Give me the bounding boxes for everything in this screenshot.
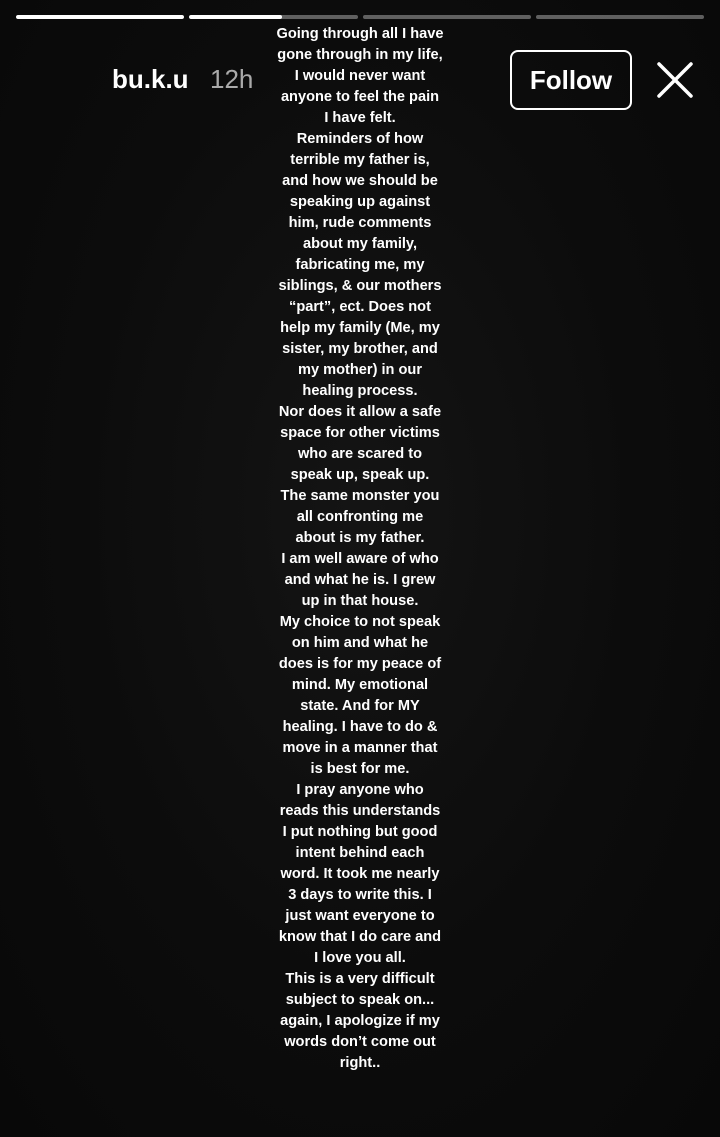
story-text-line: I am well aware of who — [281, 551, 439, 567]
timestamp: 12h — [210, 64, 254, 94]
story-text-line: does is for my peace of — [278, 656, 442, 672]
story-text-line: siblings, & our mothers — [278, 278, 442, 294]
progress-fill — [189, 15, 282, 19]
story-text-line: terrible my father is, — [290, 152, 430, 168]
story-progress-bar — [16, 15, 704, 19]
story-text-line: Reminders of how — [296, 131, 424, 147]
story-text-line: I love you all. — [314, 950, 406, 966]
story-text-line: reads this understands — [279, 803, 441, 819]
story-text-line: words don’t come out — [284, 1034, 436, 1050]
story-text-line: gone through in my life, — [277, 47, 443, 63]
story-text-line: My choice to not speak — [279, 614, 441, 630]
progress-fill — [16, 15, 184, 19]
username[interactable]: bu.k.u — [112, 64, 189, 94]
story-text-line: subject to speak on... — [285, 992, 435, 1008]
story-text-line: on him and what he — [291, 635, 429, 651]
story-text-line: healing. I have to do & — [282, 719, 438, 735]
story-text-line: is best for me. — [310, 761, 410, 777]
story-text-line: and what he is. I grew — [284, 572, 436, 588]
story-text-block — [255, 24, 465, 1074]
progress-segment-4 — [536, 15, 704, 19]
story-text-line: Going through all I have — [276, 26, 444, 42]
follow-button[interactable]: Follow — [510, 50, 632, 110]
story-text-line: I would never want — [294, 68, 426, 84]
story-text-line: about my family, — [302, 236, 418, 252]
story-text-line: space for other victims — [280, 425, 440, 441]
story-text-line: my mother) in our — [297, 362, 423, 378]
story-text-line: again, I apologize if my — [280, 1013, 440, 1029]
story-text-line: move in a manner that — [282, 740, 438, 756]
story-text-line: speak up, speak up. — [290, 467, 430, 483]
story-text-line: up in that house. — [301, 593, 419, 609]
story-text-line: who are scared to — [297, 446, 423, 462]
story-text-line: just want everyone to — [285, 908, 435, 924]
story-text-line: Nor does it allow a safe — [278, 404, 442, 420]
story-text-line: I put nothing but good — [282, 824, 438, 840]
story-text-line: This is a very difficult — [285, 971, 435, 987]
story-text-line: anyone to feel the pain — [280, 89, 440, 105]
progress-segment-2 — [189, 15, 357, 19]
story-text-line: The same monster you — [280, 488, 440, 504]
story-text-line: 3 days to write this. I — [288, 887, 432, 903]
story-text-line: about is my father. — [295, 530, 425, 546]
story-text-line: word. It took me nearly — [280, 866, 440, 882]
story-text-line: I pray anyone who — [296, 782, 424, 798]
story-text-line: know that I do care and — [278, 929, 442, 945]
story-text-line: sister, my brother, and — [282, 341, 438, 357]
story-text-line: right.. — [339, 1055, 381, 1071]
story-text-line: state. And for MY — [300, 698, 420, 714]
story-text-line: all confronting me — [296, 509, 424, 525]
story-text-line: him, rude comments — [288, 215, 432, 231]
progress-segment-1 — [16, 15, 184, 19]
story-text-line: healing process. — [302, 383, 418, 399]
story-text-line: “part”, ect. Does not — [289, 299, 431, 315]
story-text-line: help my family (Me, my — [280, 320, 440, 336]
story-text-line: I have felt. — [324, 110, 396, 126]
story-text-line: intent behind each — [295, 845, 425, 861]
story-text-line: speaking up against — [289, 194, 431, 210]
story-text-line: mind. My emotional — [291, 677, 429, 693]
story-text-line: fabricating me, my — [295, 257, 425, 273]
close-icon[interactable] — [655, 60, 695, 100]
progress-segment-3 — [363, 15, 531, 19]
story-text-line: and how we should be — [282, 173, 438, 189]
